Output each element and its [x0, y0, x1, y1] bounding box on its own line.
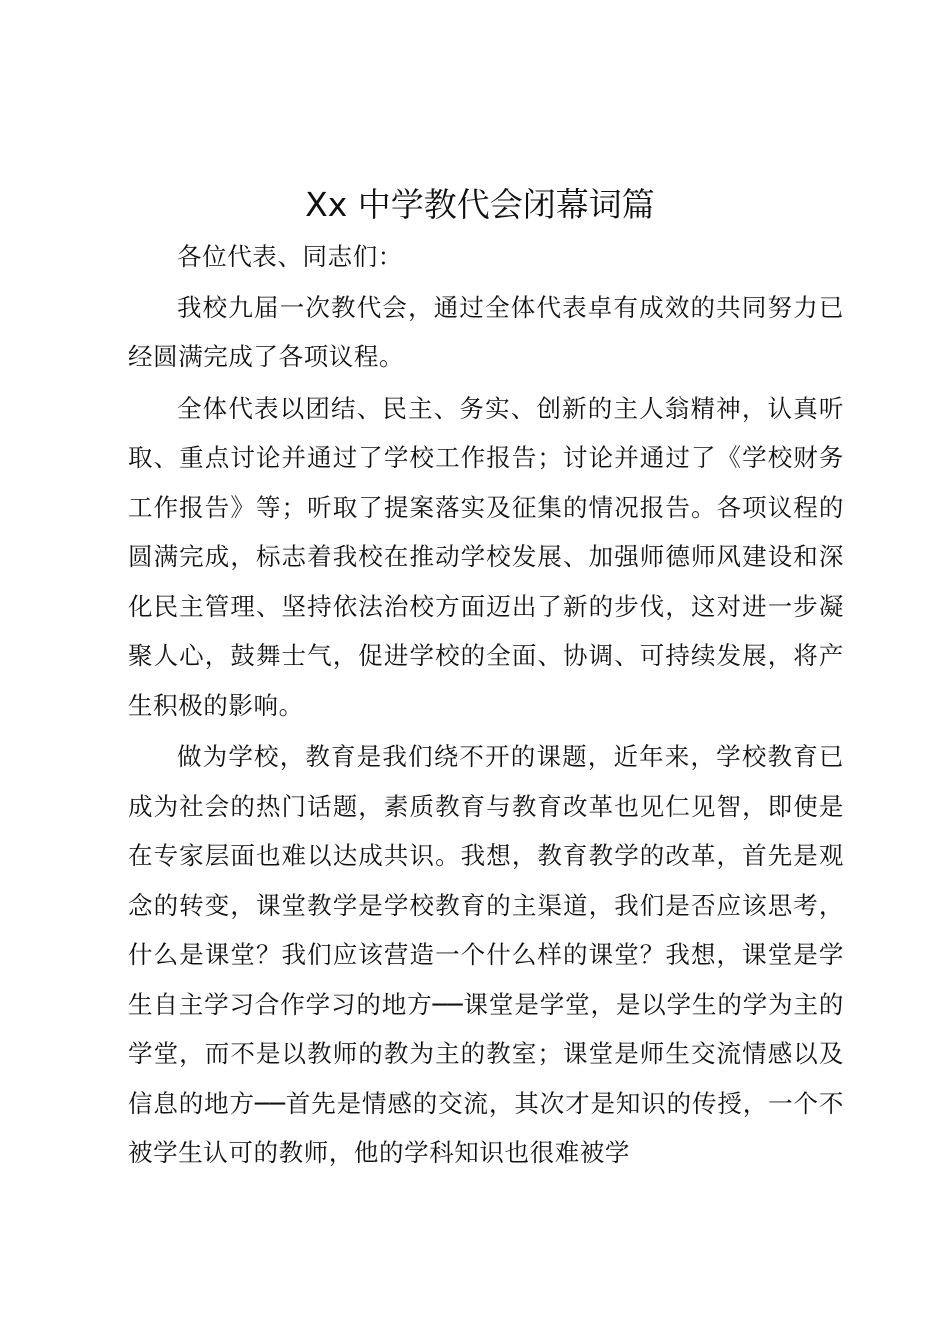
body-paragraph: 我校九届一次教代会，通过全体代表卓有成效的共同努力已经圆满完成了各项议程。 [128, 292, 844, 371]
greeting-paragraph: 各位代表、同志们： [177, 242, 403, 271]
body-paragraph: 全体代表以团结、民主、务实、创新的主人翁精神，认真听取、重点讨论并通过了学校工作报告；讨论并通过了《学校财务工作报告》等；听取了提案落实及征集的情况报告。各项议程的圆满完成，标志着我校在推动学校发展、加强师德师风建设和深化民主管理、坚持依法治校方面迈出了新的步伐，这对进一步凝聚人心，鼓舞士气，促进学校的全面、协调、可持续发展，将产生积极的影响。 [128, 393, 844, 720]
document-title: Xx 中学教代会闭幕词篇 [305, 185, 655, 224]
body-paragraph: 做为学校，教育是我们绕不开的课题，近年来，学校教育已成为社会的热门话题，素质教育与教育改革也见仁见智，即使是在专家层面也难以达成共识。我想，教育教学的改革，首先是观念的转变，课堂教学是学校教育的主渠道，我们是否应该思考，什么是课堂？我们应该营造一个什么样的课堂？我想，课堂是学生自主学习合作学习的地方──课堂是学堂，是以学生的学为主的学堂，而不是以教师的教为主的教室；课堂是师生交流情感以及信息的地方──首先是情感的交流，其次才是知识的传授，一个不被学生认可的教师，他的学科知识也很难被学 [128, 742, 844, 1167]
document-body [128, 232, 844, 1180]
